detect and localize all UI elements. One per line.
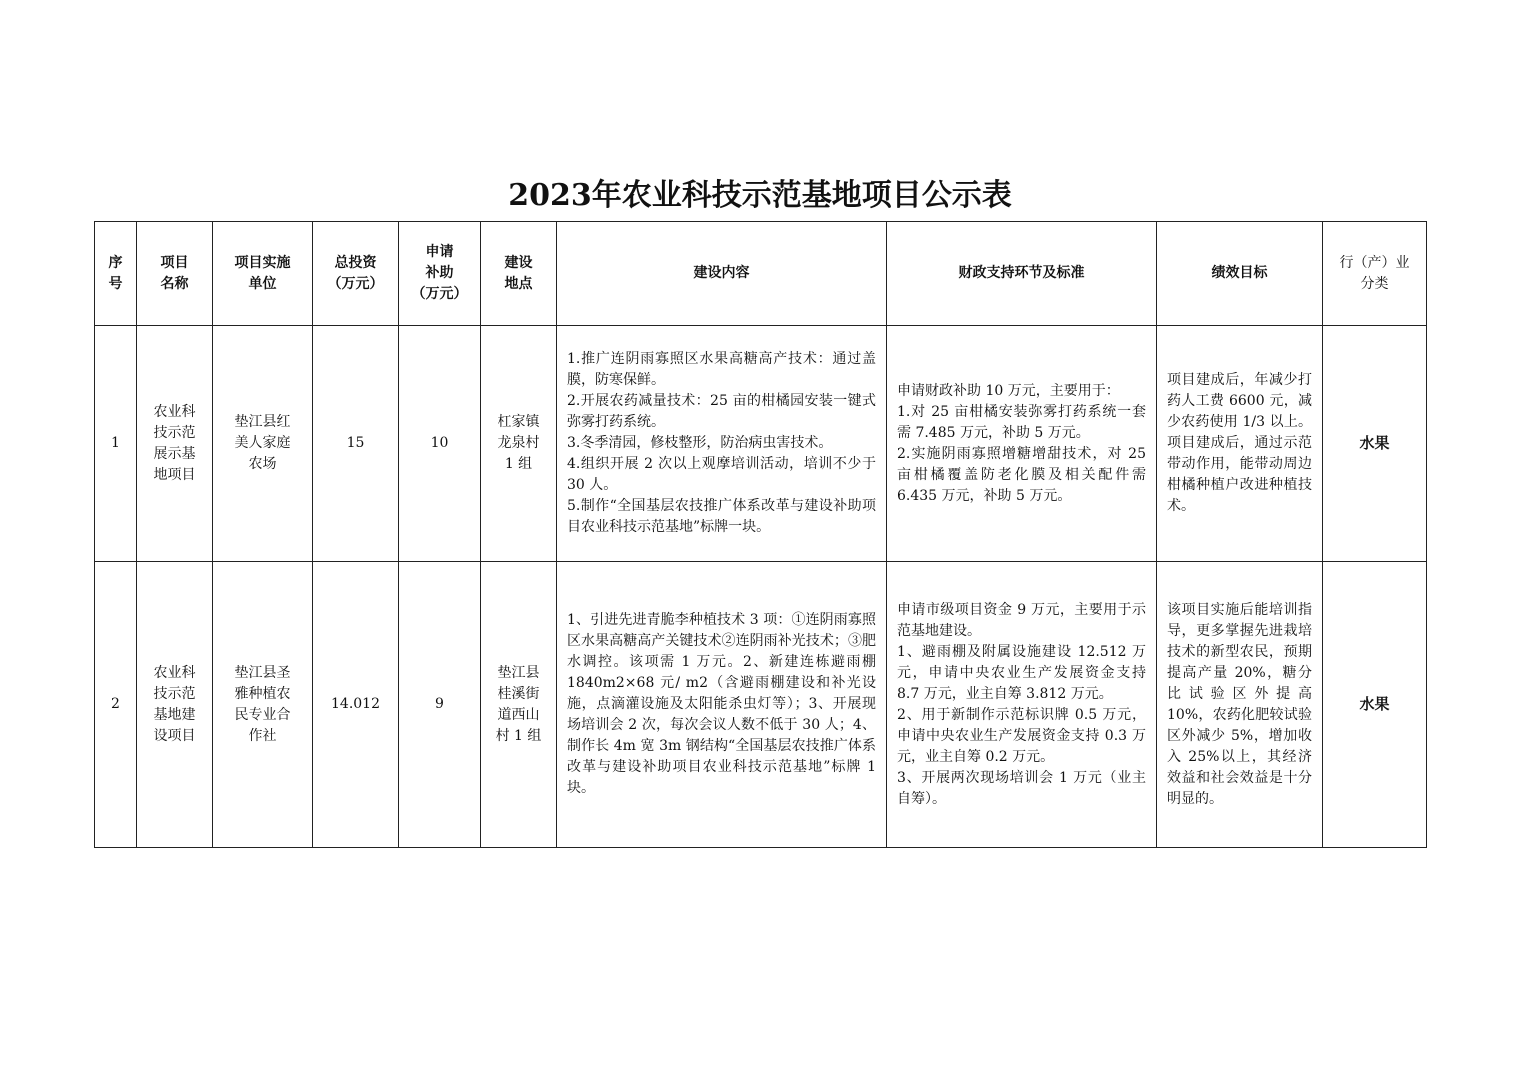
cell-content-line: 1、引进先进青脆李种植技术 3 项：①连阴雨寡照区水果高糖高产关键技术②连阴雨补光技术；③肥水调控。该项需 1 万元。2、新建连栋避雨棚 1840m2×68 元/ m2（含避雨棚建设和补光设施，点滴灌设施及太阳能杀虫灯等）；3、开展现场培训会 2 次，每次会议人数不低于 30 人；4、制作长 4m 宽 3m 钢结构“全国基层农技推广体系改革与建设补助项目农业科技示范基地”标牌 1 块。 [567,612,876,796]
cell-goal [1157,326,1323,562]
cell-name [137,562,213,848]
header-line: 地点 [504,275,533,292]
cell-unit [213,326,313,562]
cell-finance-line: 2、用于新制作示范标识牌 0.5 万元，申请中央农业生产发展资金支持 0.3 万元，业主自筹 0.2 万元。 [897,706,1146,765]
header-name [137,222,213,326]
cell-location-line: 杠家镇 [497,414,540,430]
project-table [94,221,1427,848]
cell-unit [213,562,313,848]
cell-location-line: 村 1 组 [495,727,542,744]
header-line: 号 [108,275,123,292]
header-total [313,222,399,326]
cell-content-line: 4.组织开展 2 次以上观摩培训活动，培训不少于 30 人。 [567,456,876,493]
cell-unit-line: 美人家庭 [234,435,291,451]
cell-name-line: 基地建 [153,706,196,723]
cell-location-line: 桂溪街 [497,685,540,702]
header-line: 绩效目标 [1211,265,1268,281]
header-line: 总投资 [334,254,377,271]
header-no [95,222,137,326]
header-line: 补助 [425,265,454,281]
header-line: 申请 [425,244,454,260]
cell-finance-line: 1、避雨棚及附属设施建设 12.512 万元，申请中央农业生产发展资金支持 8.7 万元，业主自筹 3.812 万元。 [897,643,1146,702]
header-content [557,222,887,326]
cell-category-value: 水果 [1359,434,1390,452]
header-subsidy [399,222,481,326]
header-line: （万元） [327,275,384,292]
cell-goal-line: 项目建成后，年减少打药人工费 6600 元，减少农药使用 1/3 以上。项目建成后，通过示范带动作用，能带动周边柑橘种植户改进种植技术。 [1167,372,1312,514]
cell-goal-line: 该项目实施后能培训指导，更多掌握先进栽培技术的新型农民，预期提高产量 20%，糖分比试验区外提高 10%，农药化肥较试验区外减少 5%，增加收入 25%以上，其经济效益和社会效益是十分明显的。 [1167,601,1312,807]
cell-location-line: 1 组 [504,456,533,472]
header-line: 项目实施 [234,254,291,271]
header-line: 建设内容 [693,265,750,281]
cell-category-value: 水果 [1359,695,1390,713]
cell-total [313,562,399,848]
cell-category [1323,562,1427,848]
header-goal [1157,222,1323,326]
header-line: （万元） [411,286,468,302]
cell-no-value: 2 [111,696,120,712]
cell-content [557,326,887,562]
cell-unit-line: 作社 [248,727,277,744]
cell-unit-line: 农场 [248,456,277,472]
header-line: 建设 [504,254,533,271]
cell-name-line: 地项目 [153,466,196,483]
cell-location-line: 龙泉村 [497,435,540,451]
cell-finance [887,562,1157,848]
cell-name [137,326,213,562]
cell-total-value: 14.012 [331,696,380,712]
header-location [481,222,557,326]
cell-name-line: 技示范 [153,685,196,702]
table-row [95,326,1427,562]
table-header-row [95,222,1427,326]
page-title: 2023年农业科技示范基地项目公示表 [508,178,1012,213]
cell-total-value: 15 [346,435,365,451]
cell-finance-line: 3、开展两次现场培训会 1 万元（业主自筹）。 [897,769,1146,807]
header-line: 序 [108,254,123,271]
cell-total [313,326,399,562]
cell-unit-line: 民专业合 [234,706,291,723]
cell-subsidy-value: 9 [435,696,444,712]
cell-subsidy [399,562,481,848]
cell-location-line: 道西山 [497,706,540,723]
cell-finance-line: 2.实施阴雨寡照增糖增甜技术，对 25 亩柑橘覆盖防老化膜及相关配件需 6.435 万元，补助 5 万元。 [897,445,1146,504]
cell-subsidy [399,326,481,562]
header-line: 名称 [160,275,189,292]
header-unit [213,222,313,326]
cell-name-line: 展示基 [153,445,196,462]
cell-name-line: 技示范 [153,424,196,441]
header-line: 单位 [248,275,277,292]
header-category [1323,222,1427,326]
cell-location [481,326,557,562]
cell-location [481,562,557,848]
cell-unit-line: 垫江县圣 [234,664,291,681]
cell-category [1323,326,1427,562]
header-line: 财政支持环节及标准 [958,265,1085,281]
header-line: 项目 [160,254,189,271]
cell-name-line: 设项目 [153,727,196,744]
cell-goal [1157,562,1323,848]
cell-finance-line: 申请财政补助 10 万元，主要用于： [897,382,1120,399]
cell-location-line: 垫江县 [497,664,540,681]
cell-name-line: 农业科 [153,403,196,420]
cell-no [95,326,137,562]
table-row [95,562,1427,848]
cell-finance [887,326,1157,562]
cell-name-line: 农业科 [153,664,196,681]
cell-subsidy-value: 10 [430,435,449,451]
cell-unit-line: 雅种植农 [234,685,291,702]
cell-content-line: 2.开展农药减量技术：25 亩的柑橘园安装一键式弥雾打药系统。 [567,393,876,430]
cell-content-line: 1.推广连阴雨寡照区水果高糖高产技术：通过盖膜，防寒保鲜。 [567,351,876,388]
cell-finance-line: 1.对 25 亩柑橘安装弥雾打药系统一套需 7.485 万元，补助 5 万元。 [897,403,1146,441]
cell-content-line: 3.冬季清园，修枝整形，防治病虫害技术。 [567,435,833,451]
cell-no [95,562,137,848]
cell-content-line: 5.制作“全国基层农技推广体系改革与建设补助项目农业科技示范基地”标牌一块。 [567,498,876,535]
cell-unit-line: 垫江县红 [234,414,291,430]
cell-finance-line: 申请市级项目资金 9 万元，主要用于示范基地建设。 [897,601,1146,639]
header-finance [887,222,1157,326]
cell-content [557,562,887,848]
cell-no-value: 1 [111,435,120,451]
header-line: 分类 [1360,275,1389,292]
header-line: 行（产）业 [1339,254,1410,271]
